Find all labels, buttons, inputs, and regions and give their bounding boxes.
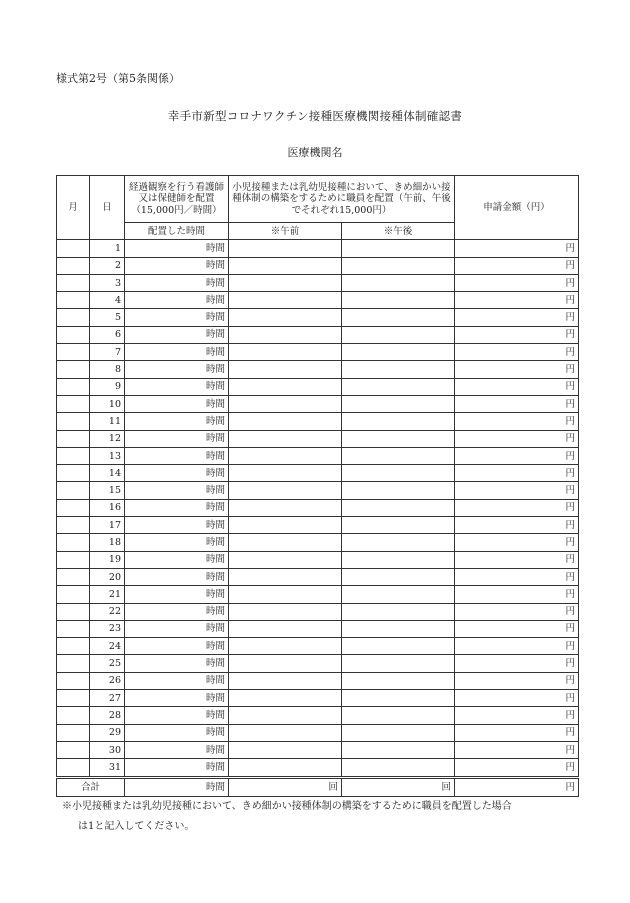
day-number: 14: [90, 465, 125, 482]
pm-cell[interactable]: [342, 707, 455, 724]
total-hours-cell[interactable]: 時間: [125, 777, 229, 796]
month-cell[interactable]: [57, 724, 90, 741]
month-cell[interactable]: [57, 413, 90, 430]
am-cell[interactable]: [229, 707, 342, 724]
am-cell[interactable]: [229, 344, 342, 361]
month-cell[interactable]: [57, 309, 90, 326]
am-cell[interactable]: [229, 292, 342, 309]
am-cell[interactable]: [229, 274, 342, 291]
table-row: [57, 274, 579, 291]
table-row: [57, 447, 579, 464]
month-cell[interactable]: [57, 361, 90, 378]
institution-name-label: 医療機関名: [287, 146, 343, 159]
am-cell[interactable]: [229, 741, 342, 758]
amount-cell[interactable]: 円: [455, 447, 579, 464]
am-cell[interactable]: [229, 620, 342, 637]
day-number: 15: [90, 482, 125, 499]
pm-cell[interactable]: [342, 378, 455, 395]
observation-hours-cell[interactable]: 時間: [125, 274, 229, 291]
pm-cell[interactable]: [342, 274, 455, 291]
observation-hours-cell[interactable]: 時間: [125, 759, 229, 777]
table-row: [57, 240, 579, 257]
amount-header: 申請金額（円）: [455, 176, 579, 240]
day-number: 9: [90, 378, 125, 395]
month-cell[interactable]: [57, 499, 90, 516]
pm-cell[interactable]: [342, 326, 455, 343]
am-cell[interactable]: [229, 361, 342, 378]
observation-hours-cell[interactable]: 時間: [125, 378, 229, 395]
amount-cell[interactable]: 円: [455, 586, 579, 603]
table-row: [57, 568, 579, 585]
pm-cell[interactable]: [342, 534, 455, 551]
amount-cell[interactable]: 円: [455, 344, 579, 361]
table-row: [57, 465, 579, 482]
table-row: [57, 707, 579, 724]
day-number: 21: [90, 586, 125, 603]
total-row: [57, 777, 579, 796]
pm-cell[interactable]: [342, 655, 455, 672]
observation-subheader: 配置した時間: [125, 223, 229, 240]
day-number: 13: [90, 447, 125, 464]
child-vaccination-header: 小児接種または乳幼児接種において、きめ細かい接種体制の構築をするために職員を配置（午前、午後でそれぞれ15,000円）: [229, 176, 455, 223]
day-number: 16: [90, 499, 125, 516]
observation-hours-cell[interactable]: 時間: [125, 257, 229, 274]
observation-hours-cell[interactable]: 時間: [125, 499, 229, 516]
am-cell[interactable]: [229, 430, 342, 447]
month-cell[interactable]: [57, 672, 90, 689]
observation-hours-cell[interactable]: 時間: [125, 326, 229, 343]
total-amount-cell[interactable]: 円: [455, 777, 579, 796]
total-am-cell[interactable]: 回: [229, 777, 342, 796]
table-row: [57, 672, 579, 689]
day-number: 11: [90, 413, 125, 430]
table-row: [57, 430, 579, 447]
pm-cell[interactable]: [342, 361, 455, 378]
day-number: 3: [90, 274, 125, 291]
am-cell[interactable]: [229, 309, 342, 326]
day-number: 27: [90, 690, 125, 707]
table-row: [57, 759, 579, 777]
amount-cell[interactable]: 円: [455, 741, 579, 758]
day-number: 5: [90, 309, 125, 326]
observation-hours-cell[interactable]: 時間: [125, 430, 229, 447]
total-pm-cell[interactable]: 回: [342, 777, 455, 796]
observation-hours-cell[interactable]: 時間: [125, 534, 229, 551]
pm-cell[interactable]: [342, 395, 455, 412]
amount-cell[interactable]: 円: [455, 707, 579, 724]
amount-cell[interactable]: 円: [455, 482, 579, 499]
observation-hours-cell[interactable]: 時間: [125, 551, 229, 568]
amount-cell[interactable]: 円: [455, 690, 579, 707]
observation-hours-cell[interactable]: 時間: [125, 361, 229, 378]
pm-cell[interactable]: [342, 430, 455, 447]
observation-hours-cell[interactable]: 時間: [125, 413, 229, 430]
am-cell[interactable]: [229, 257, 342, 274]
table-row: [57, 413, 579, 430]
month-cell[interactable]: [57, 378, 90, 395]
amount-cell[interactable]: 円: [455, 551, 579, 568]
observation-hours-cell[interactable]: 時間: [125, 586, 229, 603]
month-cell[interactable]: [57, 638, 90, 655]
amount-cell[interactable]: 円: [455, 326, 579, 343]
day-number: 30: [90, 741, 125, 758]
pm-cell[interactable]: [342, 447, 455, 464]
confirmation-table: [56, 175, 579, 797]
day-number: 2: [90, 257, 125, 274]
amount-cell[interactable]: 円: [455, 430, 579, 447]
amount-cell[interactable]: 円: [455, 378, 579, 395]
month-cell[interactable]: [57, 292, 90, 309]
month-cell[interactable]: [57, 447, 90, 464]
pm-cell[interactable]: [342, 741, 455, 758]
table-row: [57, 724, 579, 741]
day-number: 6: [90, 326, 125, 343]
observation-hours-cell[interactable]: 時間: [125, 690, 229, 707]
day-number: 24: [90, 638, 125, 655]
table-row: [57, 344, 579, 361]
day-number: 10: [90, 395, 125, 412]
observation-hours-cell[interactable]: 時間: [125, 395, 229, 412]
am-cell[interactable]: [229, 395, 342, 412]
month-cell[interactable]: [57, 534, 90, 551]
amount-cell[interactable]: 円: [455, 292, 579, 309]
observation-hours-cell[interactable]: 時間: [125, 741, 229, 758]
am-cell[interactable]: [229, 724, 342, 741]
amount-cell[interactable]: 円: [455, 274, 579, 291]
day-number: 31: [90, 759, 125, 777]
am-cell[interactable]: [229, 603, 342, 620]
month-cell[interactable]: [57, 257, 90, 274]
observation-hours-cell[interactable]: 時間: [125, 240, 229, 257]
amount-cell[interactable]: 円: [455, 603, 579, 620]
table-row: [57, 638, 579, 655]
pm-cell[interactable]: [342, 568, 455, 585]
month-header: 月: [57, 176, 90, 240]
footnote: [62, 797, 592, 837]
amount-cell[interactable]: 円: [455, 257, 579, 274]
amount-cell[interactable]: 円: [455, 724, 579, 741]
amount-cell[interactable]: 円: [455, 568, 579, 585]
observation-hours-cell[interactable]: 時間: [125, 292, 229, 309]
month-cell[interactable]: [57, 620, 90, 637]
form-number: 様式第2号（第5条関係）: [56, 72, 180, 85]
day-number: 22: [90, 603, 125, 620]
am-cell[interactable]: [229, 240, 342, 257]
day-number: 23: [90, 620, 125, 637]
observation-hours-cell[interactable]: 時間: [125, 568, 229, 585]
month-cell[interactable]: [57, 465, 90, 482]
month-cell[interactable]: [57, 274, 90, 291]
amount-cell[interactable]: 円: [455, 638, 579, 655]
pm-cell[interactable]: [342, 465, 455, 482]
table-row: [57, 361, 579, 378]
amount-cell[interactable]: 円: [455, 655, 579, 672]
observation-hours-cell[interactable]: 時間: [125, 517, 229, 534]
amount-cell[interactable]: 円: [455, 620, 579, 637]
day-number: 7: [90, 344, 125, 361]
table-row: [57, 309, 579, 326]
observation-hours-cell[interactable]: 時間: [125, 482, 229, 499]
table-row: [57, 655, 579, 672]
am-cell[interactable]: [229, 568, 342, 585]
am-cell[interactable]: [229, 378, 342, 395]
table-row: [57, 482, 579, 499]
table-row: [57, 378, 579, 395]
observation-hours-cell[interactable]: 時間: [125, 344, 229, 361]
am-cell[interactable]: [229, 672, 342, 689]
day-number: 19: [90, 551, 125, 568]
observation-hours-cell[interactable]: 時間: [125, 620, 229, 637]
amount-cell[interactable]: 円: [455, 499, 579, 516]
pm-cell[interactable]: [342, 344, 455, 361]
pm-cell[interactable]: [342, 603, 455, 620]
am-cell[interactable]: [229, 551, 342, 568]
month-cell[interactable]: [57, 586, 90, 603]
am-cell[interactable]: [229, 447, 342, 464]
month-cell[interactable]: [57, 326, 90, 343]
table-row: [57, 690, 579, 707]
month-cell[interactable]: [57, 395, 90, 412]
document-title: 幸手市新型コロナワクチン接種医療機関接種体制確認書: [167, 109, 463, 123]
pm-cell[interactable]: [342, 724, 455, 741]
pm-cell[interactable]: [342, 482, 455, 499]
day-number: 18: [90, 534, 125, 551]
month-cell[interactable]: [57, 240, 90, 257]
day-number: 29: [90, 724, 125, 741]
pm-cell[interactable]: [342, 257, 455, 274]
am-cell[interactable]: [229, 690, 342, 707]
month-cell[interactable]: [57, 568, 90, 585]
am-cell[interactable]: [229, 534, 342, 551]
month-cell[interactable]: [57, 551, 90, 568]
observation-header: 経過観察を行う看護師又は保健師を配置（15,000円／時間）: [125, 176, 229, 223]
observation-hours-cell[interactable]: 時間: [125, 707, 229, 724]
am-cell[interactable]: [229, 638, 342, 655]
pm-cell[interactable]: [342, 309, 455, 326]
am-cell[interactable]: [229, 517, 342, 534]
amount-cell[interactable]: 円: [455, 240, 579, 257]
month-cell[interactable]: [57, 430, 90, 447]
day-number: 1: [90, 240, 125, 257]
amount-cell[interactable]: 円: [455, 413, 579, 430]
amount-cell[interactable]: 円: [455, 361, 579, 378]
pm-cell[interactable]: [342, 759, 455, 777]
footnote-line-2: は1と記入してください。: [78, 821, 195, 832]
observation-hours-cell[interactable]: 時間: [125, 724, 229, 741]
observation-hours-cell[interactable]: 時間: [125, 655, 229, 672]
pm-cell[interactable]: [342, 517, 455, 534]
day-number: 8: [90, 361, 125, 378]
amount-cell[interactable]: 円: [455, 465, 579, 482]
day-number: 4: [90, 292, 125, 309]
pm-cell[interactable]: [342, 690, 455, 707]
month-cell[interactable]: [57, 655, 90, 672]
table-row: [57, 620, 579, 637]
table-row: [57, 292, 579, 309]
pm-cell[interactable]: [342, 292, 455, 309]
amount-cell[interactable]: 円: [455, 309, 579, 326]
observation-hours-cell[interactable]: 時間: [125, 447, 229, 464]
amount-cell[interactable]: 円: [455, 517, 579, 534]
day-number: 26: [90, 672, 125, 689]
am-header: ※午前: [229, 223, 342, 240]
day-number: 17: [90, 517, 125, 534]
month-cell[interactable]: [57, 690, 90, 707]
month-cell[interactable]: [57, 707, 90, 724]
total-label: 合計: [57, 777, 125, 796]
footnote-line-1: ※小児接種または乳幼児接種において、きめ細かい接種体制の構築をするために職員を配置した場合: [62, 801, 512, 812]
pm-cell[interactable]: [342, 499, 455, 516]
amount-cell[interactable]: 円: [455, 395, 579, 412]
pm-header: ※午後: [342, 223, 455, 240]
day-number: 12: [90, 430, 125, 447]
am-cell[interactable]: [229, 326, 342, 343]
am-cell[interactable]: [229, 655, 342, 672]
month-cell[interactable]: [57, 344, 90, 361]
pm-cell[interactable]: [342, 620, 455, 637]
pm-cell[interactable]: [342, 551, 455, 568]
table-row: [57, 551, 579, 568]
observation-hours-cell[interactable]: 時間: [125, 603, 229, 620]
pm-cell[interactable]: [342, 240, 455, 257]
table-row: [57, 586, 579, 603]
pm-cell[interactable]: [342, 413, 455, 430]
amount-cell[interactable]: 円: [455, 672, 579, 689]
table-row: [57, 741, 579, 758]
table-row: [57, 499, 579, 516]
day-header: 日: [90, 176, 125, 240]
month-cell[interactable]: [57, 603, 90, 620]
observation-hours-cell[interactable]: 時間: [125, 465, 229, 482]
table-row: [57, 517, 579, 534]
pm-cell[interactable]: [342, 638, 455, 655]
table-row: [57, 395, 579, 412]
am-cell[interactable]: [229, 465, 342, 482]
observation-hours-cell[interactable]: 時間: [125, 638, 229, 655]
pm-cell[interactable]: [342, 586, 455, 603]
am-cell[interactable]: [229, 482, 342, 499]
month-cell[interactable]: [57, 482, 90, 499]
table-row: [57, 326, 579, 343]
day-number: 25: [90, 655, 125, 672]
am-cell[interactable]: [229, 586, 342, 603]
observation-hours-cell[interactable]: 時間: [125, 309, 229, 326]
day-number: 28: [90, 707, 125, 724]
am-cell[interactable]: [229, 759, 342, 777]
table-row: [57, 603, 579, 620]
month-cell[interactable]: [57, 517, 90, 534]
observation-hours-cell[interactable]: 時間: [125, 672, 229, 689]
amount-cell[interactable]: 円: [455, 759, 579, 777]
table-row: [57, 257, 579, 274]
am-cell[interactable]: [229, 413, 342, 430]
pm-cell[interactable]: [342, 672, 455, 689]
month-cell[interactable]: [57, 759, 90, 777]
amount-cell[interactable]: 円: [455, 534, 579, 551]
am-cell[interactable]: [229, 499, 342, 516]
day-number: 20: [90, 568, 125, 585]
month-cell[interactable]: [57, 741, 90, 758]
table-row: [57, 534, 579, 551]
